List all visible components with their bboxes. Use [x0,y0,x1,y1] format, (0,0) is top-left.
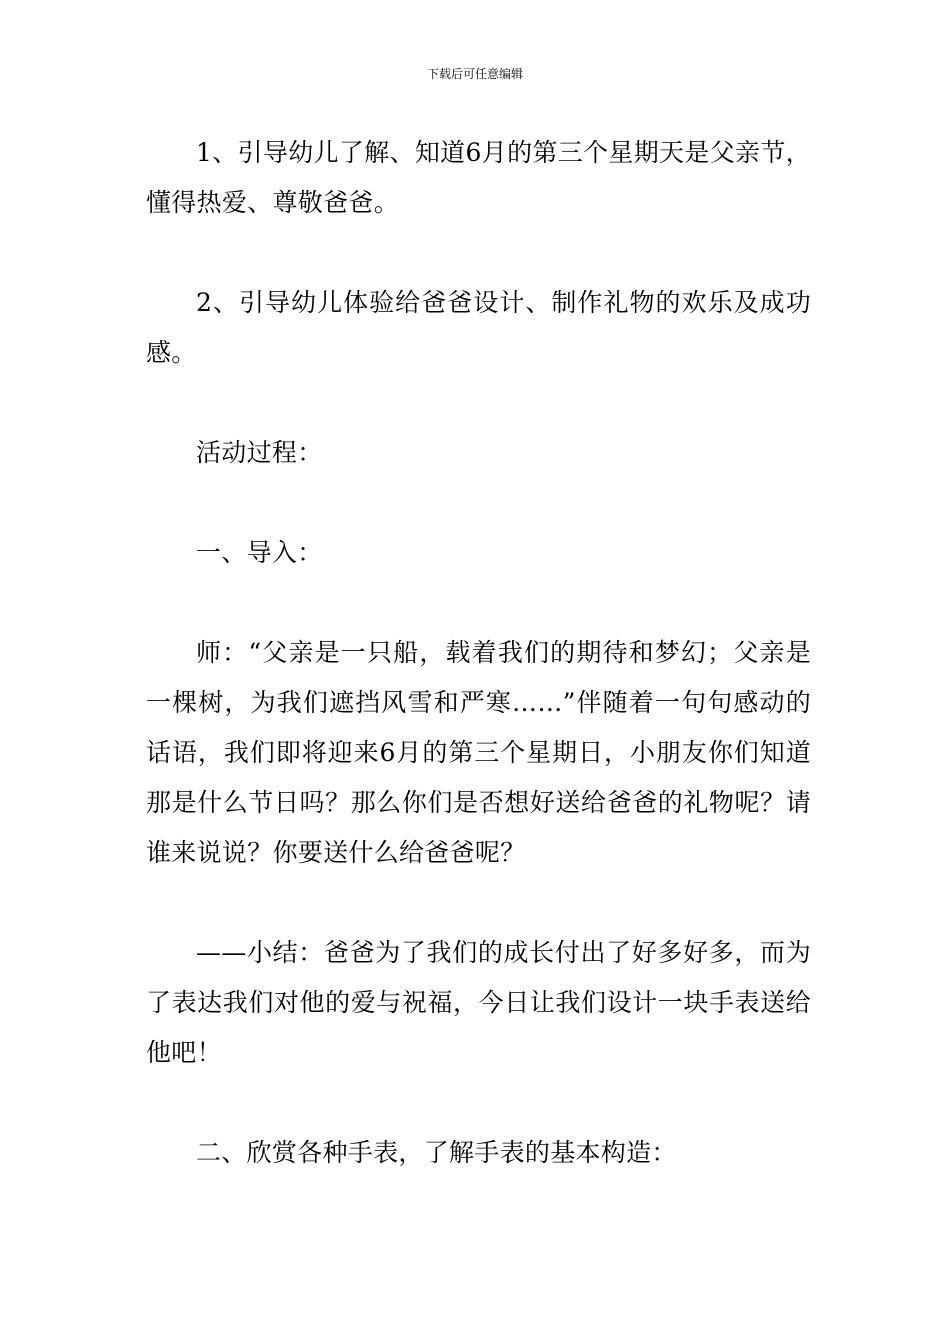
section-heading-watches: 二、欣赏各种手表，了解手表的基本构造： [196,1138,677,1167]
document-body [146,128,811,1228]
summary-paragraph: ——小结：爸爸为了我们的成长付出了好多好多，而为了表达我们对他的爱与祝福，今日让我们设计一块手表送给他吧！ [146,938,811,1067]
page-header: 下载后可任意编辑 [426,67,523,81]
objective-paragraph-1: 1、引导幼儿了解、知道6月的第三个星期天是父亲节，懂得热爱、尊敬爸爸。 [146,138,811,217]
objective-paragraph-2: 2、引导幼儿体验给爸爸设计、制作礼物的欢乐及成功感。 [146,288,811,367]
section-heading-intro: 一、导入： [196,538,323,567]
teacher-speech-paragraph: 师：“父亲是一只船，载着我们的期待和梦幻；父亲是一棵树，为我们遮挡风雪和严寒……”伴随着一句句感动的话语，我们即将迎来6月的第三个星期日，小朋友你们知道那是什么节日吗？那么你们是否想好送给爸爸的礼物呢？请谁来说说？你要送什么给爸爸呢？ [146,638,811,867]
section-heading-process: 活动过程： [196,438,323,467]
